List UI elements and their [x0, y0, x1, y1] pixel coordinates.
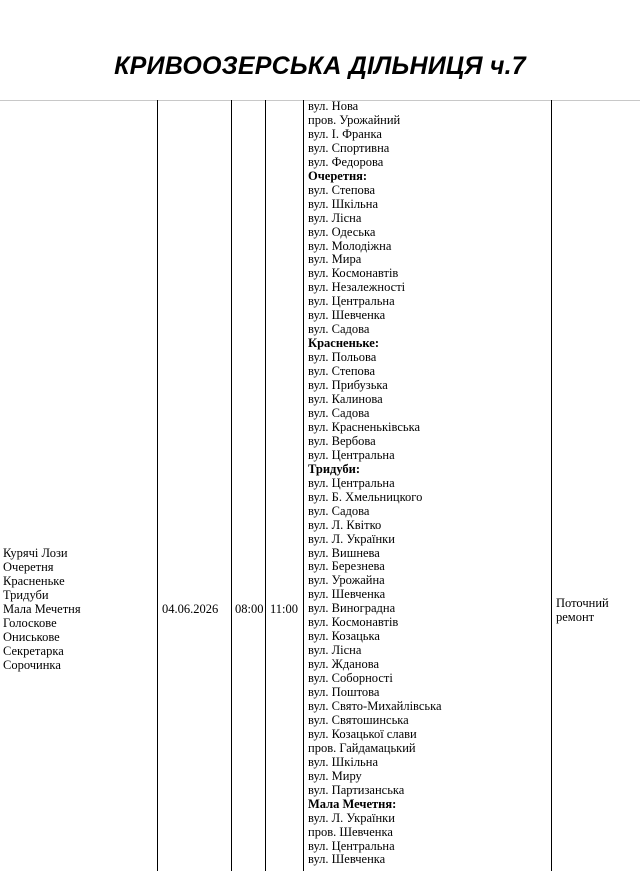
- street-item: вул. Центральна: [308, 838, 395, 853]
- column-divider: [265, 100, 266, 871]
- street-item: вул. Федорова: [308, 154, 384, 169]
- street-item: вул. Калинова: [308, 392, 383, 407]
- street-item: вул. Незалежності: [308, 280, 406, 295]
- date-cell: 04.06.2026: [162, 602, 219, 616]
- street-item: вул. Космонавтів: [308, 266, 399, 281]
- settlement-heading: Тридуби:: [308, 461, 361, 476]
- street-item: пров. Урожайний: [308, 112, 401, 127]
- settlement-name: Мала Мечетня: [3, 601, 81, 616]
- street-item: вул. Прибузька: [308, 378, 388, 393]
- column-divider: [231, 100, 232, 871]
- reason-text: Поточний: [556, 596, 609, 610]
- reason-text: ремонт: [556, 609, 595, 624]
- street-item: вул. Козацька: [308, 629, 380, 644]
- settlement-name: Очеретня: [3, 559, 54, 574]
- time-end-cell: 11:00: [270, 602, 299, 616]
- settlement-name: Секретарка: [3, 643, 64, 658]
- street-item: вул. Козацької слави: [308, 726, 417, 741]
- reason-cell: [556, 597, 640, 625]
- settlement-name: Ониськове: [3, 629, 60, 644]
- street-item: вул. Центральна: [308, 294, 395, 309]
- street-item: вул. Партизанська: [308, 782, 405, 797]
- settlement-heading: Очеретня:: [308, 168, 368, 183]
- street-item: вул. Центральна: [308, 475, 395, 490]
- street-item: вул. Святошинська: [308, 712, 409, 727]
- street-item: вул. Поштова: [308, 685, 380, 700]
- street-item: вул. Л. Українки: [308, 810, 395, 825]
- settlement-heading: Красненьке:: [308, 336, 379, 351]
- street-item: вул. Березнева: [308, 559, 385, 574]
- street-item: вул. Садова: [308, 405, 370, 420]
- street-item: вул. Шевченка: [308, 587, 386, 602]
- street-item: вул. Б. Хмельницкого: [308, 489, 423, 504]
- settlement-name: Красненьке: [3, 573, 65, 588]
- settlement-name: Тридуби: [3, 587, 49, 602]
- street-item: вул. Лісна: [308, 643, 362, 658]
- street-item: вул. Жданова: [308, 657, 379, 672]
- street-item: вул. Садова: [308, 322, 370, 337]
- street-item: вул. Лісна: [308, 210, 362, 225]
- outage-table: [0, 100, 640, 871]
- settlement-name: Голоскове: [3, 615, 57, 630]
- street-item: вул. Шкільна: [308, 196, 378, 211]
- street-item: вул. Соборності: [308, 671, 393, 686]
- street-item: вул. Л. Квітко: [308, 517, 382, 532]
- settlement-heading: Мала Мечетня:: [308, 796, 397, 811]
- streets-cell: [308, 100, 548, 867]
- street-item: вул. Космонавтів: [308, 615, 399, 630]
- street-item: вул. І. Франка: [308, 126, 382, 141]
- street-item: вул. Нова: [308, 99, 359, 113]
- street-item: вул. Виноградна: [308, 601, 396, 616]
- street-item: вул. Вербова: [308, 433, 376, 448]
- street-item: вул. Миру: [308, 768, 362, 783]
- settlement-name: Курячі Лози: [3, 546, 68, 560]
- street-item: вул. Свято-Михайлівська: [308, 698, 442, 713]
- time-start-cell: 08:00: [235, 602, 264, 616]
- column-divider: [303, 100, 304, 871]
- page-title: КРИВООЗЕРСЬКА ДІЛЬНИЦЯ ч.7: [114, 52, 526, 80]
- street-item: пров. Гайдамацький: [308, 740, 416, 755]
- street-item: вул. Центральна: [308, 447, 395, 462]
- street-item: вул. Одеська: [308, 224, 376, 239]
- street-item: вул. Мира: [308, 252, 362, 267]
- street-item: вул. Шевченка: [308, 308, 386, 323]
- column-divider: [551, 100, 552, 871]
- street-item: вул. Степова: [308, 182, 376, 197]
- street-item: вул. Шевченка: [308, 852, 386, 867]
- street-item: вул. Польова: [308, 350, 377, 365]
- street-item: вул. Вишнева: [308, 545, 380, 560]
- street-item: вул. Молодіжна: [308, 238, 392, 253]
- street-item: вул. Спортивна: [308, 140, 390, 155]
- street-item: вул. Степова: [308, 364, 376, 379]
- street-item: вул. Урожайна: [308, 573, 385, 588]
- column-divider: [157, 100, 158, 871]
- settlements-cell: [3, 547, 153, 673]
- settlement-name: Сорочинка: [3, 657, 61, 672]
- street-item: вул. Л. Українки: [308, 531, 395, 546]
- street-item: вул. Шкільна: [308, 754, 378, 769]
- street-item: вул. Красненьківська: [308, 419, 421, 434]
- street-item: пров. Шевченка: [308, 824, 393, 839]
- street-item: вул. Садова: [308, 503, 370, 518]
